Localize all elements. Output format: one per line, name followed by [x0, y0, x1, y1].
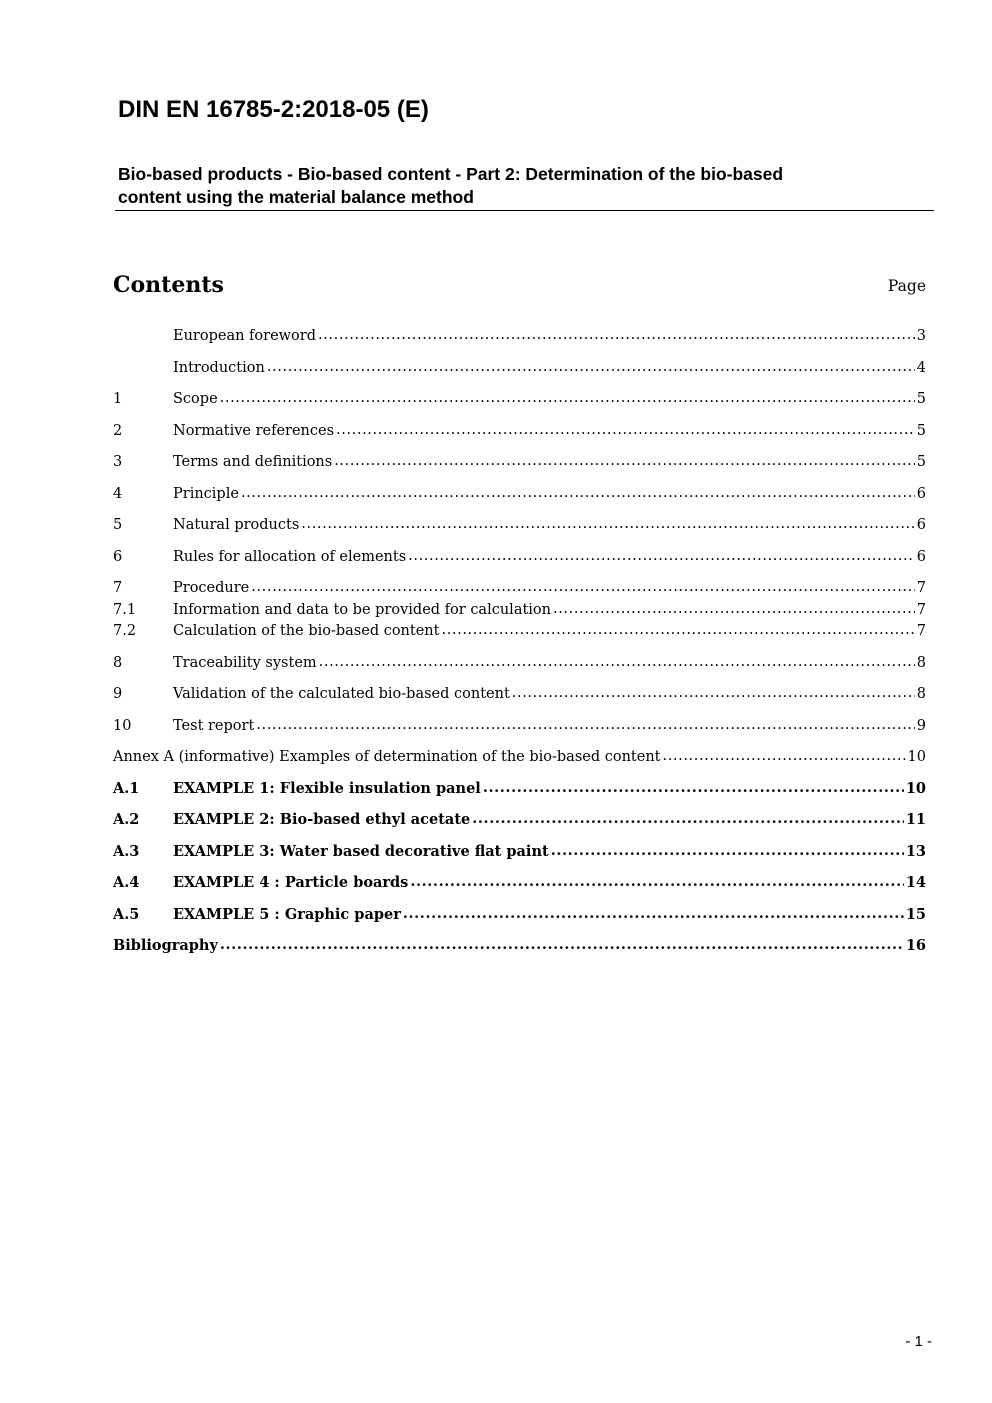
- toc-entry-title: Annex A (informative) Examples of determination of the bio-based content: [113, 749, 661, 765]
- contents-heading: Contents: [113, 272, 224, 298]
- toc-entry-title: EXAMPLE 3: Water based decorative flat paint: [173, 843, 549, 860]
- toc-dot-leader: [336, 420, 915, 440]
- toc-entry-title: Natural products: [173, 517, 300, 533]
- toc-entry-test-report[interactable]: [113, 716, 926, 736]
- toc-entry-page: 16: [905, 937, 926, 954]
- toc-entry-title: Calculation of the bio-based content: [173, 623, 440, 639]
- toc-dot-leader: [410, 872, 903, 892]
- toc-entry-title: EXAMPLE 1: Flexible insulation panel: [173, 780, 481, 797]
- document-header: [118, 94, 934, 207]
- toc-entry-title: EXAMPLE 5 : Graphic paper: [173, 906, 401, 923]
- toc-entry-number: A.3: [113, 843, 140, 860]
- toc-entry-page: 7: [916, 580, 926, 596]
- toc-dot-leader: [241, 483, 915, 503]
- toc-entry-example-3[interactable]: [113, 842, 926, 862]
- toc-entry-number: A.1: [113, 780, 140, 797]
- toc-dot-leader: [408, 546, 915, 566]
- toc-entry-title: Rules for allocation of elements: [173, 549, 407, 565]
- toc-entry-title: Terms and definitions: [173, 454, 333, 470]
- toc-entry-normative-references[interactable]: [113, 421, 926, 441]
- toc-entry-title: Scope: [173, 391, 218, 407]
- toc-entry-number: 3: [113, 454, 123, 470]
- toc-entry-page: 6: [916, 486, 926, 502]
- toc-entry-number: 5: [113, 517, 123, 533]
- toc-entry-number: A.4: [113, 874, 140, 891]
- toc-entry-bibliography[interactable]: [113, 936, 926, 956]
- toc-entry-page: 7: [916, 623, 926, 639]
- toc-entry-introduction[interactable]: [113, 358, 926, 378]
- toc-entry-page: 4: [916, 360, 926, 376]
- toc-entry-european-foreword[interactable]: [113, 326, 926, 346]
- toc-dot-leader: [267, 357, 915, 377]
- toc-entry-title: EXAMPLE 2: Bio-based ethyl acetate: [173, 811, 471, 828]
- toc-dot-leader: [256, 715, 914, 735]
- toc-entry-page: 5: [916, 454, 926, 470]
- toc-entry-number: 7.1: [113, 602, 137, 618]
- toc-entry-example-2[interactable]: [113, 810, 926, 830]
- toc-entry-procedure[interactable]: [113, 578, 926, 598]
- toc-dot-leader: [483, 778, 904, 798]
- toc-dot-leader: [663, 746, 906, 766]
- toc-dot-leader: [553, 599, 915, 619]
- toc-dot-leader: [220, 935, 904, 955]
- document-subtitle-line-1: Bio-based products - Bio-based content - Part 2: Determination of the bio-based: [118, 164, 784, 184]
- toc-entry-page: 11: [905, 811, 926, 828]
- toc-entry-principle[interactable]: [113, 484, 926, 504]
- toc-entry-number: 7.2: [113, 623, 137, 639]
- toc-entry-rules-for-allocation[interactable]: [113, 547, 926, 567]
- toc-entry-page: 10: [907, 749, 926, 765]
- toc-entry-natural-products[interactable]: [113, 515, 926, 535]
- toc-entry-example-5[interactable]: [113, 905, 926, 925]
- toc-dot-leader: [512, 683, 915, 703]
- toc-entry-number: 2: [113, 423, 123, 439]
- document-subtitle-line-2: content using the material balance method: [118, 187, 474, 207]
- toc-entry-number: 10: [113, 718, 132, 734]
- toc-dot-leader: [441, 620, 914, 640]
- toc-entry-title: Principle: [173, 486, 239, 502]
- toc-entry-information-and-data[interactable]: [113, 600, 926, 620]
- toc-entry-number: A.5: [113, 906, 140, 923]
- page-column-label: Page: [887, 277, 926, 295]
- toc-entry-page: 7: [916, 602, 926, 618]
- header-divider: [115, 210, 934, 211]
- toc-entry-page: 13: [905, 843, 926, 860]
- toc-dot-leader: [251, 577, 915, 597]
- toc-entry-title: Traceability system: [173, 655, 317, 671]
- toc-entry-number: 8: [113, 655, 123, 671]
- toc-entry-page: 5: [916, 423, 926, 439]
- toc-entry-page: 6: [916, 549, 926, 565]
- toc-entry-title: Procedure: [173, 580, 250, 596]
- toc-entry-number: 4: [113, 486, 123, 502]
- toc-dot-leader: [403, 904, 904, 924]
- page-number: - 1 -: [905, 1333, 932, 1350]
- toc-entry-page: 9: [916, 718, 926, 734]
- toc-entry-title: Validation of the calculated bio-based content: [173, 686, 510, 702]
- toc-entry-title: Information and data to be provided for calculation: [173, 602, 551, 618]
- toc-dot-leader: [334, 451, 915, 471]
- toc-entry-title: Introduction: [173, 360, 265, 376]
- toc-entry-page: 14: [905, 874, 926, 891]
- toc-entry-title: Test report: [173, 718, 255, 734]
- toc-entry-number: 9: [113, 686, 123, 702]
- toc-entry-page: 6: [916, 517, 926, 533]
- toc-dot-leader: [319, 652, 915, 672]
- toc-entry-terms-and-definitions[interactable]: [113, 452, 926, 472]
- toc-entry-number: A.2: [113, 811, 140, 828]
- toc-entry-annex-a[interactable]: [113, 747, 926, 767]
- document-id: DIN EN 16785-2:2018-05 (E): [118, 96, 429, 123]
- toc-entry-page: 15: [905, 906, 926, 923]
- toc-entry-title: European foreword: [173, 328, 317, 344]
- toc-entry-page: 8: [916, 686, 926, 702]
- toc-entry-validation[interactable]: [113, 684, 926, 704]
- toc-entry-number: 6: [113, 549, 123, 565]
- toc-entry-page: 10: [905, 780, 926, 797]
- toc-entry-number: 1: [113, 391, 123, 407]
- toc-entry-calculation[interactable]: [113, 621, 926, 641]
- toc-dot-leader: [318, 325, 915, 345]
- toc-dot-leader: [551, 841, 904, 861]
- toc-dot-leader: [301, 514, 914, 534]
- toc-entry-number: 7: [113, 580, 123, 596]
- toc-entry-scope[interactable]: [113, 389, 926, 409]
- toc-entry-title: EXAMPLE 4 : Particle boards: [173, 874, 409, 891]
- toc-entry-page: 8: [916, 655, 926, 671]
- toc-entry-page: 3: [916, 328, 926, 344]
- toc-entry-traceability-system[interactable]: [113, 653, 926, 673]
- toc-entry-example-1[interactable]: [113, 779, 926, 799]
- toc-dot-leader: [472, 809, 904, 829]
- toc-dot-leader: [220, 388, 915, 408]
- toc-entry-example-4[interactable]: [113, 873, 926, 893]
- toc-entry-title: Bibliography: [113, 937, 218, 954]
- document-subtitle: [118, 163, 898, 209]
- toc-entry-title: Normative references: [173, 423, 335, 439]
- toc-entry-page: 5: [916, 391, 926, 407]
